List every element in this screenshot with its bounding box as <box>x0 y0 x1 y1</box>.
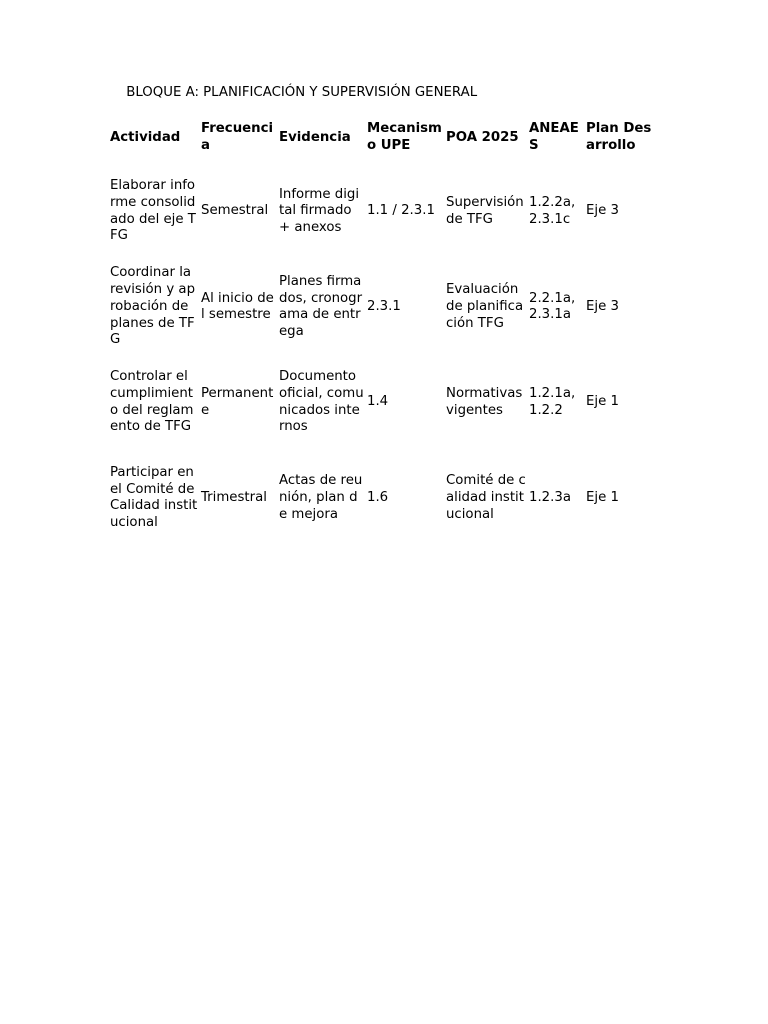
cell-frecuencia: Semestral <box>201 203 269 219</box>
header-evidencia: Evidencia <box>279 129 351 145</box>
header-aneaes: ANEAES <box>529 121 579 153</box>
cell-mecanismo-upe: 1.4 <box>367 394 389 410</box>
cell-plan-desarrollo: Eje 3 <box>586 203 619 219</box>
cell-frecuencia: Al inicio del semestre <box>201 290 274 323</box>
cell-mecanismo-upe: 2.3.1 <box>367 298 401 314</box>
cell-actividad: Participar en el Comité de Calidad institucional <box>110 464 198 530</box>
cell-actividad: Controlar el cumplimiento del reglamento de TFG <box>110 369 194 435</box>
header-poa-2025: POA 2025 <box>446 129 519 145</box>
header-actividad: Actividad <box>110 129 181 145</box>
cell-mecanismo-upe: 1.1 / 2.3.1 <box>367 203 435 219</box>
header-mecanismo-upe: Mecanismo UPE <box>367 121 442 153</box>
cell-poa-2025: Comité de calidad institucional <box>446 473 526 522</box>
cell-aneaes: 1.2.1a, 1.2.2 <box>529 386 576 418</box>
cell-actividad: Elaborar informe consolidado del eje TFG <box>110 178 196 244</box>
header-frecuencia: Frecuencia <box>201 121 274 153</box>
table-row <box>107 451 655 547</box>
table-row <box>107 355 655 451</box>
cell-plan-desarrollo: Eje 3 <box>586 298 619 314</box>
activities-table <box>107 111 655 546</box>
table-row <box>107 260 655 356</box>
cell-mecanismo-upe: 1.6 <box>367 489 389 505</box>
cell-evidencia: Documento oficial, comunicados internos <box>279 369 364 435</box>
cell-poa-2025: Evaluación de planificación TFG <box>446 282 524 331</box>
section-heading <box>110 85 477 102</box>
table-row <box>107 164 655 260</box>
cell-poa-2025: Supervisión de TFG <box>446 195 524 227</box>
cell-frecuencia: Trimestral <box>201 489 267 505</box>
cell-plan-desarrollo: Eje 1 <box>586 394 619 410</box>
cell-actividad: Coordinar la revisión y aprobación de planes de TFG <box>110 265 196 348</box>
cell-aneaes: 2.2.1a, 2.3.1a <box>529 290 576 323</box>
section-heading-text: BLOQUE A: PLANIFICACIÓN Y SUPERVISIÓN GENERAL <box>126 85 478 100</box>
cell-aneaes: 1.2.2a, 2.3.1c <box>529 195 576 227</box>
cell-evidencia: Actas de reunión, plan de mejora <box>279 473 363 522</box>
cell-evidencia: Informe digital firmado + anexos <box>279 186 360 236</box>
cell-poa-2025: Normativas vigentes <box>446 386 523 418</box>
cell-plan-desarrollo: Eje 1 <box>586 489 619 505</box>
cell-aneaes: 1.2.3a <box>529 489 571 505</box>
table-header-row <box>107 111 655 164</box>
cell-frecuencia: Permanente <box>201 386 274 418</box>
header-plan-desarrollo: Plan Desarrollo <box>586 121 652 153</box>
cell-evidencia: Planes firmados, cronograma de entrega <box>279 273 363 339</box>
